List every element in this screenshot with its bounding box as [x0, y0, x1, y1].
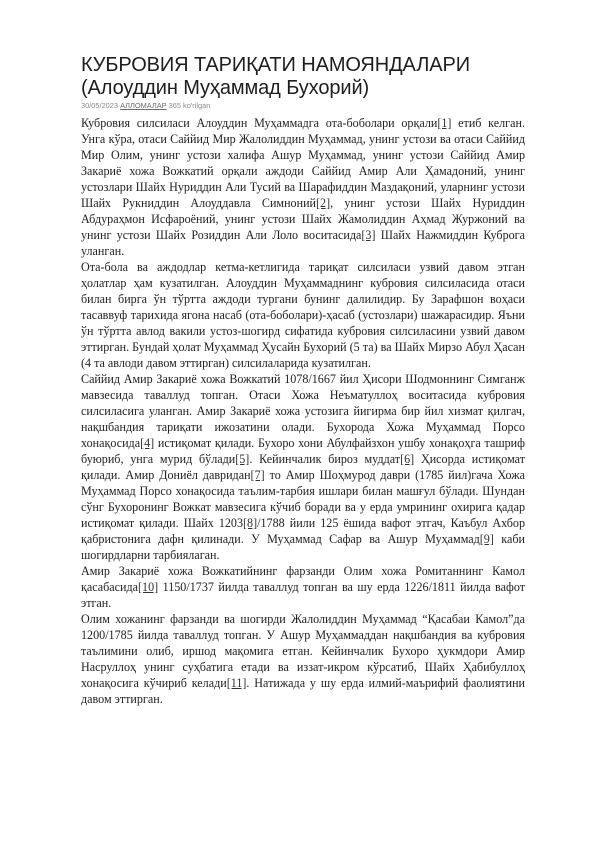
article-category[interactable]: АЛЛОМАЛАР	[120, 101, 167, 110]
footnote-link[interactable]: [7]	[250, 468, 265, 482]
paragraph-text: 1150/1737 йилда таваллуд топган ва шу ерда 1226/1811 йилда вафот этган.	[81, 580, 525, 610]
article-body	[81, 115, 525, 707]
paragraph-text: истиқомат қилади. Бухоро хони Абулфайзхон ушбу хонақоҳга ташриф буюриб, унга мурид бўлади	[81, 436, 525, 466]
paragraph-text: Олим хожанинг фарзанди ва шогирди Жалолиддин Муҳаммад “Қасабаи Камол”да 1200/1785 йилда таваллуд топган. У Ашур Муҳаммаддан нақшбандия ва кубровия таълимини олиб, иршод мақомига етган. Кейинчалик Бухоро ҳукмдори Амир Насруллоҳ унинг суҳбатига етади ва иззат-икром кўрсатиб, Шайх Ҳабибуллоҳ хонақосига кўчириб келади	[81, 612, 525, 690]
paragraph-text: Кубровия силсиласи Алоуддин Муҳаммадга ота-боболари орқали	[81, 116, 438, 130]
footnote-link[interactable]: [4]	[140, 436, 155, 450]
paragraph-text: /1788 йили 125 ёшида вафот этгач, Каъбул Ахбор қабристонига дафн қилинади. У Муҳаммад Сафар ва Ашур Муҳаммад	[81, 516, 525, 546]
footnote-link[interactable]: [6]	[400, 452, 415, 466]
article-paragraph	[81, 611, 525, 707]
paragraph-text: Амир Закариё хожа Вожкатийнинг фарзанди Олим хожа Ромитаннинг Камол қасабасида	[81, 564, 525, 594]
footnote-link[interactable]: [11]	[226, 676, 247, 690]
paragraph-text: етиб келган. Унга кўра, отаси Саййид Мир Жалолиддин Муҳаммад, унинг устози ва отаси Саййид Мир Олим, унинг устози халифа Ашур Муҳаммад, унинг устози Саййид Амир Закариё хожа Вожкатий орқали аждоди Саййид Амир Али Ҳамадоний, унинг устозлари Шайх Нуриддин Али Тусий ва Шарафиддин Маздақоний, уларнинг устози Шайх Рукниддин Алоуддавла Симноний	[81, 116, 525, 210]
paragraph-text: каби шогирдларни тарбиялаган.	[81, 532, 525, 562]
article-paragraph	[81, 563, 525, 611]
footnote-link[interactable]: [8]	[243, 516, 258, 530]
article-meta	[81, 101, 525, 110]
paragraph-text: то Амир Шоҳмурод даври (1785 йил)гача Хожа Муҳаммад Порсо хонақосида таълим-тарбия ишлари билан машғул бўлади. Шундан сўнг Бухоронинг Вожкат мавзесига кўчиб боради ва у ерда умрининг охирига қадар истиқомат қилади. Шайх 1203	[81, 468, 525, 530]
article-paragraph	[81, 259, 525, 371]
article-title: КУБРОВИЯ ТАРИҚАТИ НАМОЯНДАЛАРИ (Алоуддин Муҳаммад Бухорий)	[81, 54, 471, 99]
article-paragraph	[81, 371, 525, 563]
footnote-link[interactable]: [1]	[437, 116, 452, 130]
paragraph-text: Ота-бола ва аждодлар кетма-кетлигида тариқат силсиласи узвий давом этган ҳолатлар ҳам кузатилган. Алоуддин Муҳаммаднинг кубровия силсиласида отаси билан бирга ўн тўртта аждоди тургани бунинг далилидир. Бу Зарафшон воҳаси тасаввуф тарихида ягона насаб (ота-боболари)-ҳасаб (устозлари) шажарасидир. Яъни ўн тўртта авлод вакили устоз-шогирд сифатида кубровия силсиласини узвий давом эттирган. Бундай ҳолат Муҳаммад Ҳусайн Бухорий (5 та) ва Шайх Мирзо Абул Ҳасан (4 та авлоди давом эттирган) силсилаларида кузатилган.	[81, 260, 525, 370]
footnote-link[interactable]: [10]	[138, 580, 159, 594]
article	[81, 54, 525, 707]
article-paragraph	[81, 115, 525, 259]
footnote-link[interactable]: [9]	[479, 532, 494, 546]
paragraph-text: . Кейинчалик бироз муддат	[249, 452, 401, 466]
paragraph-text: Ҳисорда истиқомат қилади. Амир Дониёл давридан	[81, 452, 525, 482]
article-date: 30/05/2023	[81, 101, 118, 110]
footnote-link[interactable]: [3]	[361, 228, 376, 242]
footnote-link[interactable]: [5]	[235, 452, 250, 466]
article-views: 365 ko'rilgan	[168, 101, 211, 110]
paragraph-text: . Натижада у шу ерда илмий-маърифий фаолиятини давом эттирган.	[81, 676, 526, 706]
paragraph-text: , унинг устози Шайх Нуриддин Абдураҳмон Исфароёний, унинг устози Шайх Жамолиддин Аҳмад Журжоний ва унинг устози Шайх Розиддин Али Лоло воситасида	[81, 196, 525, 242]
paragraph-text: Саййид Амир Закариё хожа Вожкатий 1078/1667 йил Ҳисори Шодмоннинг Симганж мавзесида таваллуд топган. Отаси Хожа Неъматуллоҳ воситасида кубровия силсиласига уланган. Амир Закариё хожа устозига йигирма бир йил хизмат қилгач, нақшбандия тариқати ижозатини олади. Бухорода Хожа Муҳаммад Порсо хонақосида	[81, 372, 525, 450]
paragraph-text: Шайх Нажмиддин Куброга уланган.	[81, 228, 526, 258]
footnote-link[interactable]: [2]	[316, 196, 331, 210]
